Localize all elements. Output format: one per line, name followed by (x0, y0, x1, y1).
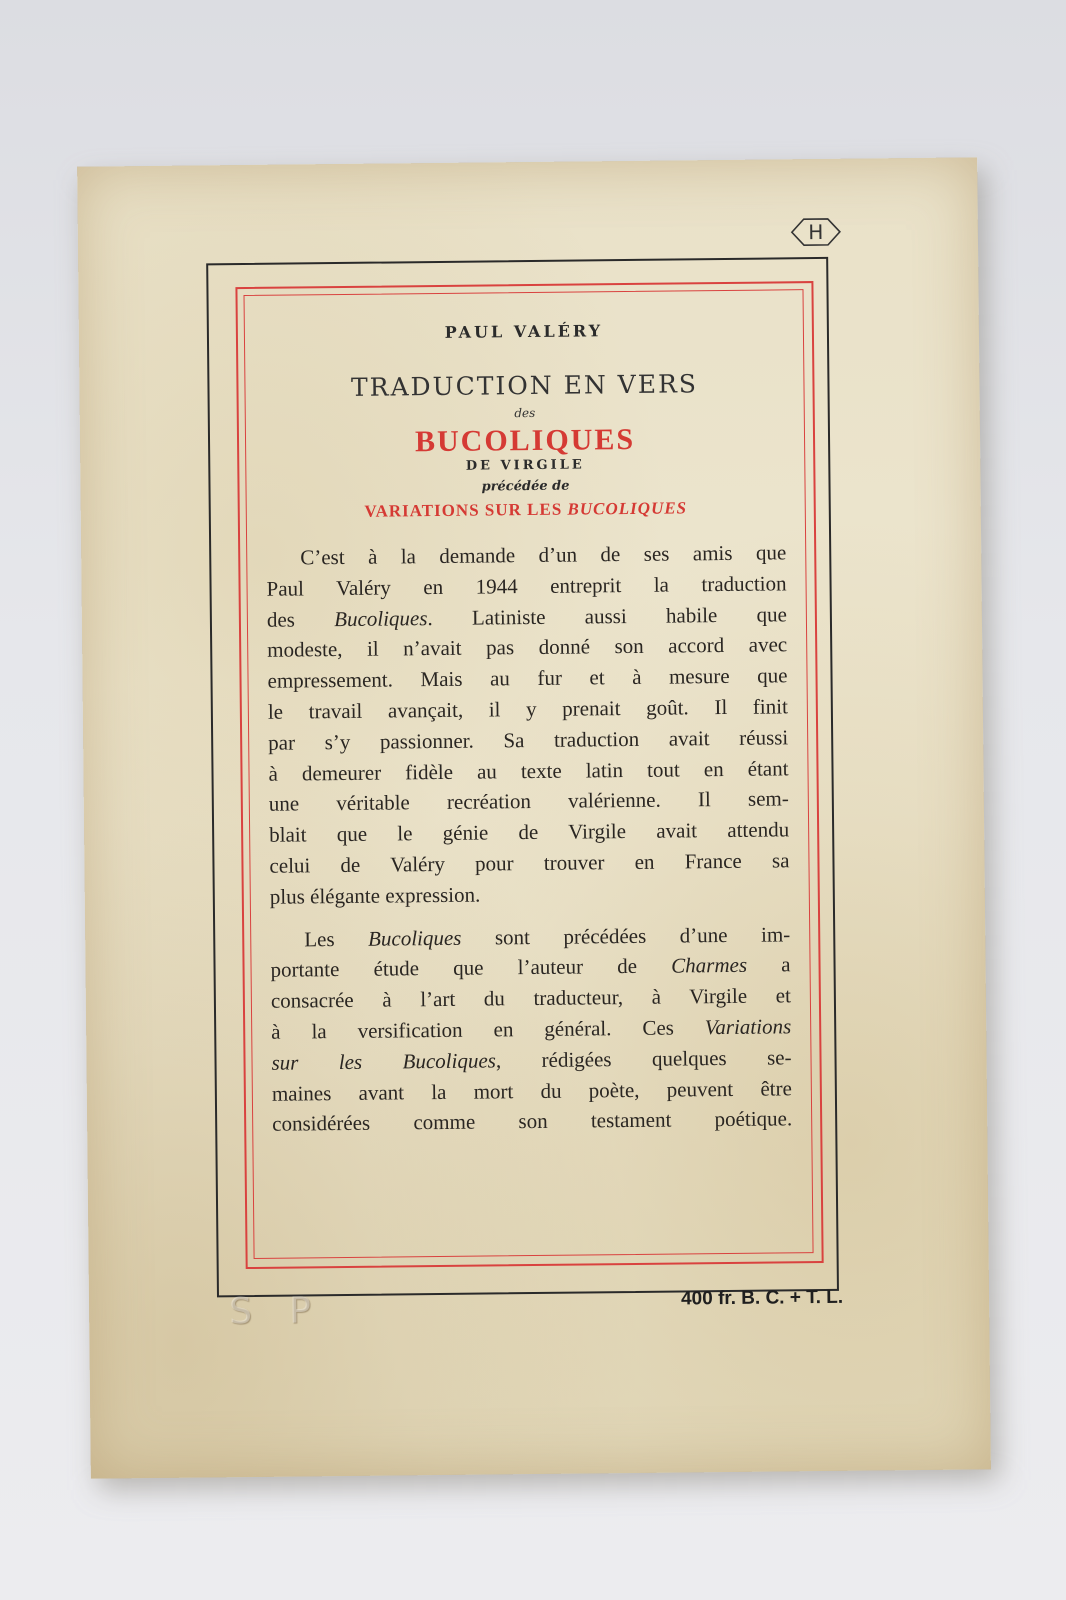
paragraph-1-line: plus élégante expression. (269, 882, 481, 909)
title-des: des (514, 405, 536, 421)
paragraph-2-line: Les Bucoliques sont précédées d’une im- (304, 921, 791, 951)
main-title: BUCOLIQUES (414, 422, 636, 459)
paragraph-1-line: à demeurer fidèle au texte latin tout en étant (268, 755, 789, 786)
paragraph-1-line: celui de Valéry pour trouver en France sa (269, 848, 790, 878)
variations-prefix: VARIATIONS SUR LES (364, 499, 568, 521)
precedee-label: précédée de (481, 478, 570, 495)
paragraph-1-line: empressement. Mais au fur et à mesure que (267, 663, 788, 693)
subtitle: DE VIRGILE (465, 457, 585, 474)
embossed-mark-left: S (228, 1290, 253, 1333)
price-label: 400 fr. B. C. + T. L. (680, 1286, 844, 1310)
paragraph-2-line: à la versification en général. Ces Variations (271, 1014, 792, 1044)
embossed-mark-right: P (288, 1290, 312, 1332)
paragraph-1-line: C’est à la demande d’un de ses amis que (300, 540, 787, 570)
paragraph-2-line: consacrée à l’art du traducteur, à Virgile et (270, 983, 791, 1013)
paragraph-2-line: sur les Bucoliques, rédigées quelques se- (271, 1045, 792, 1075)
paragraph-1-line: par s’y passionner. Sa traduction avait réussi (268, 725, 789, 755)
paragraph-1-line: Paul Valéry en 1944 entreprit la traduction (266, 571, 787, 601)
paragraph-2 (270, 919, 792, 1140)
paragraph-1-line: blait que le génie de Virgile avait attendu (269, 817, 790, 847)
paragraph-2-line: portante étude que l’auteur de Charmes a (270, 952, 791, 983)
author-name: PAUL VALÉRY (444, 321, 604, 342)
publisher-logo (790, 217, 842, 248)
paragraph-1-line: le travail avançait, il y prenait goût. Il finit (267, 694, 788, 724)
paragraph-2-line: considérées comme son testament poétique. (272, 1106, 793, 1137)
paragraph-1 (266, 537, 790, 912)
publisher-logo-letter: H (808, 219, 824, 245)
variations-italic: BUCOLIQUES (567, 498, 688, 519)
variations-title (266, 497, 786, 522)
paragraph-1-line: une véritable recréation valérienne. Il sem- (268, 786, 789, 817)
title-line: TRADUCTION EN VERS (350, 369, 699, 402)
cover-text-block (264, 309, 793, 1140)
paragraph-1-line: modeste, il n’avait pas donné son accord avec (267, 632, 788, 663)
paragraph-2-line: maines avant la mort du poète, peuvent être (271, 1075, 792, 1106)
paragraph-1-line: des Bucoliques. Latiniste aussi habile que (266, 601, 788, 632)
book-back-cover (77, 157, 991, 1478)
